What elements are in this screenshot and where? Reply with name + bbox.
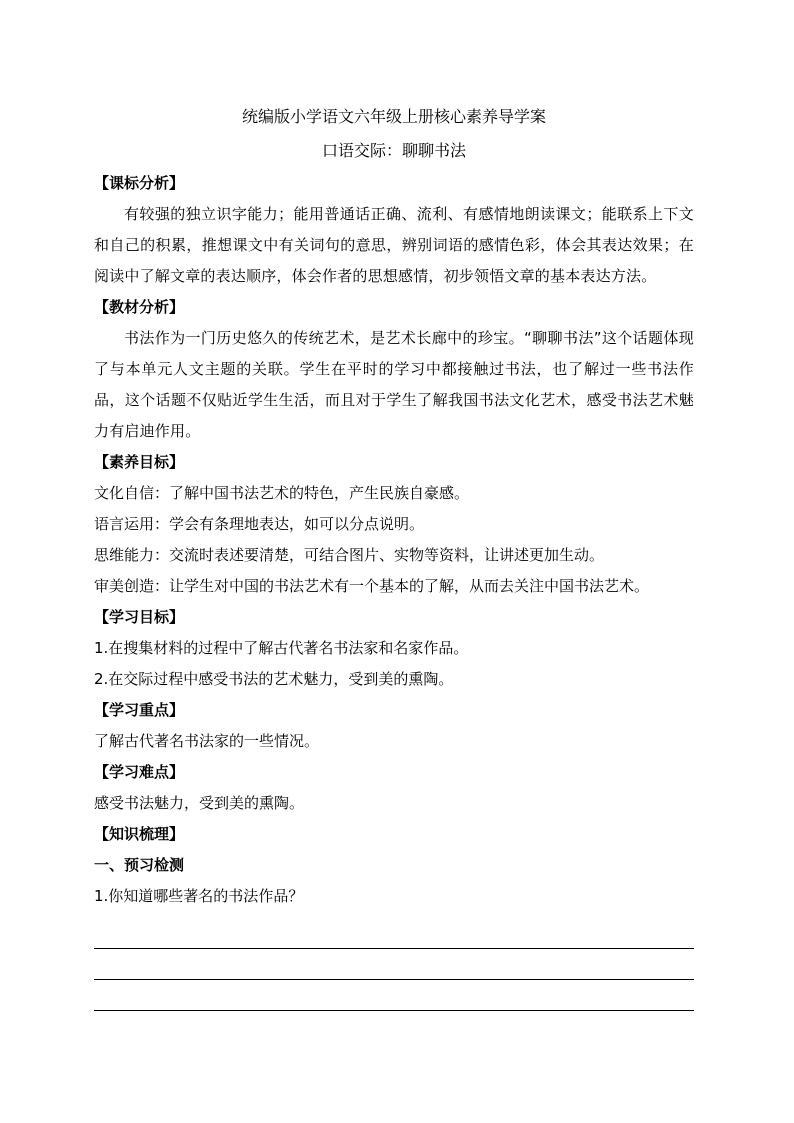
suyang-item: 审美创造：让学生对中国的书法艺术有一个基本的了解，从而去关注中国书法艺术。 [94,577,650,595]
zhongdian-text: 了解古代著名书法家的一些情况。 [94,732,320,750]
section-heading-nandian: 【学习难点】 [94,763,185,781]
answer-line[interactable] [94,949,694,980]
section-heading-suyang: 【素养目标】 [94,453,185,471]
section-heading-xuexi-mubiao: 【学习目标】 [94,608,185,626]
document-content [94,100,694,1011]
section-heading-kebiao: 【课标分析】 [94,174,185,192]
shuli-subheading: 一、预习检测 [94,856,185,874]
suyang-item: 思维能力：交流时表述要清楚，可结合图片、实物等资料，让讲述更加生动。 [94,546,605,564]
suyang-item: 文化自信：了解中国书法艺术的特色，产生民族自豪感。 [94,484,470,502]
jiaocai-paragraph: 书法作为一门历史悠久的传统艺术，是艺术长廊中的珍宝。“聊聊书法”这个话题体现了与本单元人文主题的关联。学生在平时的学习中都接触过书法，也了解过一些书法作品，这个话题不仅贴近学生生活，而且对于学生了解我国书法文化艺术，感受书法艺术魅力有启迪作用。 [94,329,694,440]
answer-area[interactable] [94,918,694,1011]
section-heading-jiaocai: 【教材分析】 [94,298,185,316]
shuli-question: 1.你知道哪些著名的书法作品？ [94,887,304,905]
section-heading-shuli: 【知识梳理】 [94,825,185,843]
section-heading-zhongdian: 【学习重点】 [94,701,185,719]
xuexi-mubiao-item: 2.在交际过程中感受书法的艺术魅力，受到美的熏陶。 [94,670,454,688]
answer-line[interactable] [94,918,694,949]
nandian-text: 感受书法魅力，受到美的熏陶。 [94,794,305,812]
kebiao-paragraph: 有较强的独立识字能力；能用普通话正确、流利、有感情地朗读课文；能联系上下文和自己的积累，推想课文中有关词句的意思，辨别词语的感情色彩，体会其表达效果；在阅读中了解文章的表达顺序，体会作者的思想感情，初步领悟文章的基本表达方法。 [94,205,694,285]
answer-line[interactable] [94,980,694,1011]
document-title: 统编版小学语文六年级上册核心素养导学案 [241,107,546,126]
document-subtitle: 口语交际：聊聊书法 [321,141,466,160]
suyang-item: 语言运用：学会有条理地表达，如可以分点说明。 [94,515,425,533]
xuexi-mubiao-item: 1.在搜集材料的过程中了解古代著名书法家和名家作品。 [94,639,469,657]
